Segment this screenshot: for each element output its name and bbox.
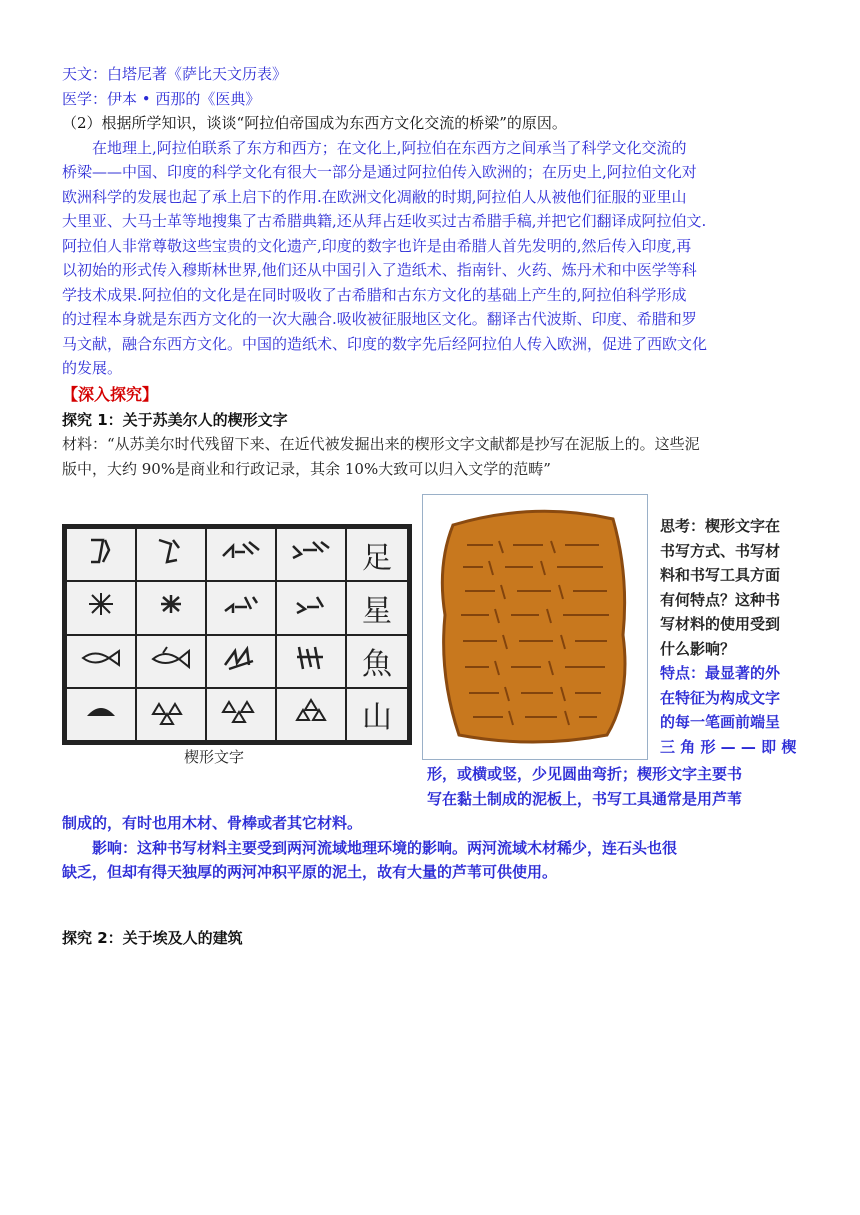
- figure-region: [62, 494, 802, 881]
- feature-line: 制成的，有时也用木材、骨棒或者其它材料。: [62, 814, 363, 832]
- cuneiform-glyph: [276, 635, 346, 688]
- think-block: [660, 514, 802, 759]
- answer-line: 阿拉伯人非常尊敬这些宝贵的文化遗产,印度的数字也许是由希腊人首先发明的,然后传入印度,再: [62, 236, 692, 255]
- inquiry-1-title: 探究 1：关于苏美尔人的楔形文字: [62, 410, 288, 429]
- cuneiform-glyph: [206, 528, 276, 581]
- clay-tablet-image: [423, 495, 647, 759]
- answer-line: 大里亚、大马士革等地搜集了古希腊典籍,还从拜占廷收买过古希腊手稿,并把它们翻译成阿拉伯文.: [62, 212, 707, 230]
- feature-line: 三 角 形 — — 即 楔: [660, 737, 797, 756]
- chinese-char-star: 星: [346, 581, 408, 634]
- inquiry-2-title: 探究 2：关于埃及人的建筑: [62, 929, 243, 947]
- feature-line: 的每一笔画前端呈: [660, 713, 781, 731]
- cuneiform-glyph: [206, 688, 276, 741]
- cuneiform-glyph: [66, 581, 136, 634]
- think-line: 书写方式、书写材: [660, 541, 781, 560]
- cuneiform-glyph: [136, 581, 206, 634]
- think-line: 思考：楔形文字在: [660, 517, 781, 535]
- section-heading: 【深入探究】: [62, 384, 159, 404]
- material-line: 版中，大约 90%是商业和行政记录，其余 10%大致可以归入文学的范畴”: [62, 459, 551, 478]
- cuneiform-glyph: [136, 635, 206, 688]
- answer-line: 的发展。: [62, 359, 123, 377]
- clay-tablet-photo: [422, 494, 648, 760]
- chinese-char-fish: 魚: [346, 635, 408, 688]
- cuneiform-glyph: [276, 688, 346, 741]
- answer-line: 学技术成果.阿拉伯的文化是在同时吸收了古希腊和古东方文化的基础上产生的,阿拉伯科学形成: [62, 285, 687, 304]
- think-line: 写材料的使用受到: [660, 615, 781, 633]
- feature-line: 在特征为构成文字: [660, 688, 781, 707]
- answer-line: 以初始的形式传入穆斯林世界,他们还从中国引入了造纸术、指南针、火药、炼丹术和中医学等科: [62, 261, 697, 279]
- cuneiform-glyph: [66, 528, 136, 581]
- inquiry-2: [62, 854, 802, 951]
- feature-line: 形，或横或竖，少见圆曲弯折；楔形文字主要书: [427, 765, 743, 783]
- answer-line: 马文献，融合东西方文化。中国的造纸术、印度的数字先后经阿拉伯人传入欧洲，促进了西欧文化: [62, 334, 708, 353]
- chinese-char-foot: 足: [346, 528, 408, 581]
- material-line: 材料：“从苏美尔时代残留下来、在近代被发掘出来的楔形文字文献都是抄写在泥版上的。这些泥: [62, 435, 700, 453]
- cuneiform-glyph: [276, 528, 346, 581]
- cuneiform-glyph: [136, 528, 206, 581]
- answer-paragraph: [62, 136, 802, 381]
- answer-line: 的过程本身就是东西方文化的一次大融合.吸收被征服地区文化。翻译古代波斯、印度、希腊和罗: [62, 310, 697, 328]
- astronomy-line: 天文：白塔尼著《萨比天文历表》: [62, 65, 288, 83]
- answer-line: 在地理上,阿拉伯联系了东方和西方；在文化上,阿拉伯在东西方之间承当了科学文化交流的: [62, 138, 687, 157]
- influence-line: 影响：这种书写材料主要受到两河流域地理环境的影响。两河流域木材稀少，连石头也很: [62, 838, 678, 857]
- influence-line: 缺乏，但却有得天独厚的两河冲积平原的泥土，故有大量的芦苇可供使用。: [62, 863, 558, 881]
- cuneiform-glyph: [136, 688, 206, 741]
- answer-line: 桥梁——中国、印度的科学文化有很大一部分是通过阿拉伯传入欧洲的；在历史上,阿拉伯文化对: [62, 163, 697, 181]
- answer-line: 欧洲科学的发展也起了承上启下的作用.在欧洲文化凋敝的时期,阿拉伯人从被他们征服的亚里山: [62, 187, 687, 206]
- feature-line: 特点：最显著的外: [660, 664, 781, 682]
- chinese-char-mountain: 山: [346, 688, 408, 741]
- think-line: 什么影响？: [660, 639, 736, 658]
- cuneiform-chart: [62, 524, 412, 745]
- feature-line: 写在黏土制成的泥板上，书写工具通常是用芦苇: [427, 789, 743, 808]
- cuneiform-glyph: [66, 635, 136, 688]
- think-line: 有何特点？这种书: [660, 590, 781, 609]
- cuneiform-glyph: [206, 635, 276, 688]
- figure-caption: 楔形文字: [184, 748, 245, 766]
- cuneiform-glyph: [66, 688, 136, 741]
- medicine-line: 医学：伊本 • 西那的《医典》: [62, 89, 261, 108]
- think-line: 料和书写工具方面: [660, 566, 781, 584]
- cuneiform-table: [65, 527, 409, 742]
- cuneiform-glyph: [206, 581, 276, 634]
- question-2: （2）根据所学知识，谈谈“阿拉伯帝国成为东西方文化交流的桥梁”的原因。: [62, 114, 567, 132]
- cuneiform-glyph: [276, 581, 346, 634]
- document-page: [62, 62, 802, 947]
